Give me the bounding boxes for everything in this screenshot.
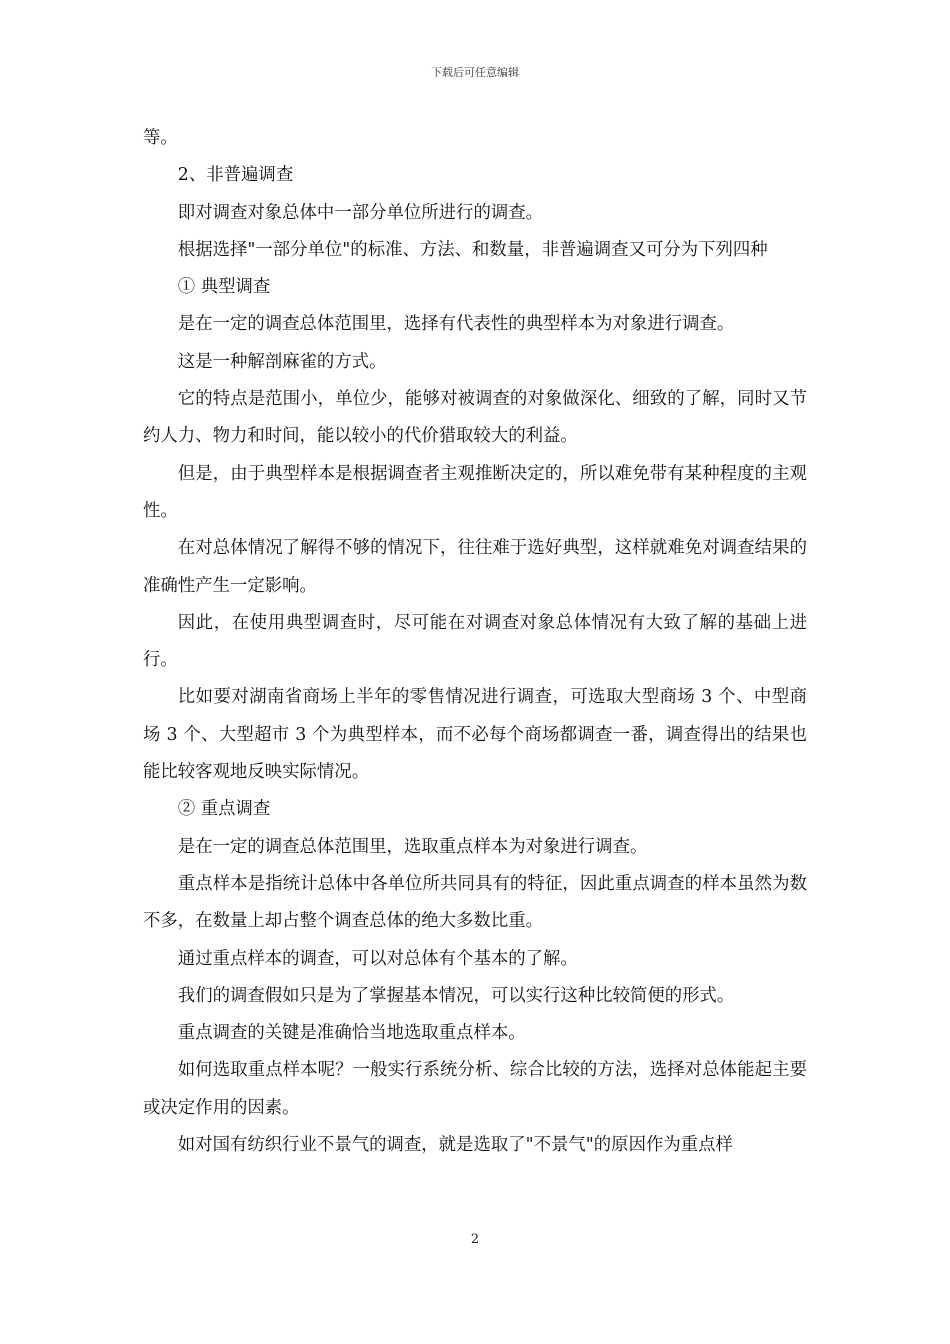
paragraph-18: 如何选取重点样本呢？一般实行系统分析、综合比较的方法，选择对总体能起主要或决定作用的因素。 bbox=[143, 1060, 807, 1118]
paragraph-19: 如对国有纺织行业不景气的调查，就是选取了"不景气"的原因作为重点样 bbox=[177, 1135, 733, 1156]
paragraph-12: ② 重点调查 bbox=[177, 799, 271, 820]
paragraph-11: 比如要对湖南省商场上半年的零售情况进行调查，可选取大型商场 3 个、中型商场 3 个、大型超市 3 个为典型样本，而不必每个商场都调查一番，调查得出的结果也能比较客观地反映实际情况。 bbox=[143, 687, 807, 783]
paragraph-1: 2、非普遍调查 bbox=[177, 165, 294, 186]
paragraph-7: 它的特点是范围小，单位少，能够对被调查的对象做深化、细致的了解，同时又节约人力、物力和时间，能以较小的代价猎取较大的利益。 bbox=[143, 389, 807, 447]
paragraph-4: ① 典型调查 bbox=[177, 277, 271, 298]
document-body bbox=[143, 120, 807, 1164]
paragraph-3: 根据选择"一部分单位"的标准、方法、和数量，非普遍调查又可分为下列四种 bbox=[177, 239, 768, 260]
paragraph-16: 我们的调查假如只是为了掌握基本情况，可以实行这种比较简便的形式。 bbox=[177, 985, 735, 1006]
paragraph-13: 是在一定的调查总体范围里，选取重点样本为对象进行调查。 bbox=[177, 836, 648, 857]
page-header: 下载后可任意编辑 bbox=[431, 66, 519, 79]
paragraph-2: 即对调查对象总体中一部分单位所进行的调查。 bbox=[177, 202, 544, 223]
paragraph-14: 重点样本是指统计总体中各单位所共同具有的特征，因此重点调查的样本虽然为数不多，在数量上却占整个调查总体的绝大多数比重。 bbox=[143, 873, 807, 932]
paragraph-5: 是在一定的调查总体范围里，选择有代表性的典型样本为对象进行调查。 bbox=[177, 314, 735, 335]
paragraph-17: 重点调查的关键是准确恰当地选取重点样本。 bbox=[177, 1023, 526, 1044]
paragraph-8: 但是，由于典型样本是根据调查者主观推断决定的，所以难免带有某种程度的主观性。 bbox=[143, 463, 807, 521]
page-number: 2 bbox=[470, 1232, 480, 1247]
paragraph-15: 通过重点样本的调查，可以对总体有个基本的了解。 bbox=[177, 948, 578, 969]
paragraph-6: 这是一种解剖麻雀的方式。 bbox=[177, 351, 387, 372]
paragraph-9: 在对总体情况了解得不够的情况下，往往难于选好典型，这样就难免对调查结果的准确性产生一定影响。 bbox=[143, 538, 807, 596]
paragraph-0: 等。 bbox=[143, 128, 178, 148]
paragraph-10: 因此，在使用典型调查时，尽可能在对调查对象总体情况有大致了解的基础上进行。 bbox=[143, 612, 807, 671]
